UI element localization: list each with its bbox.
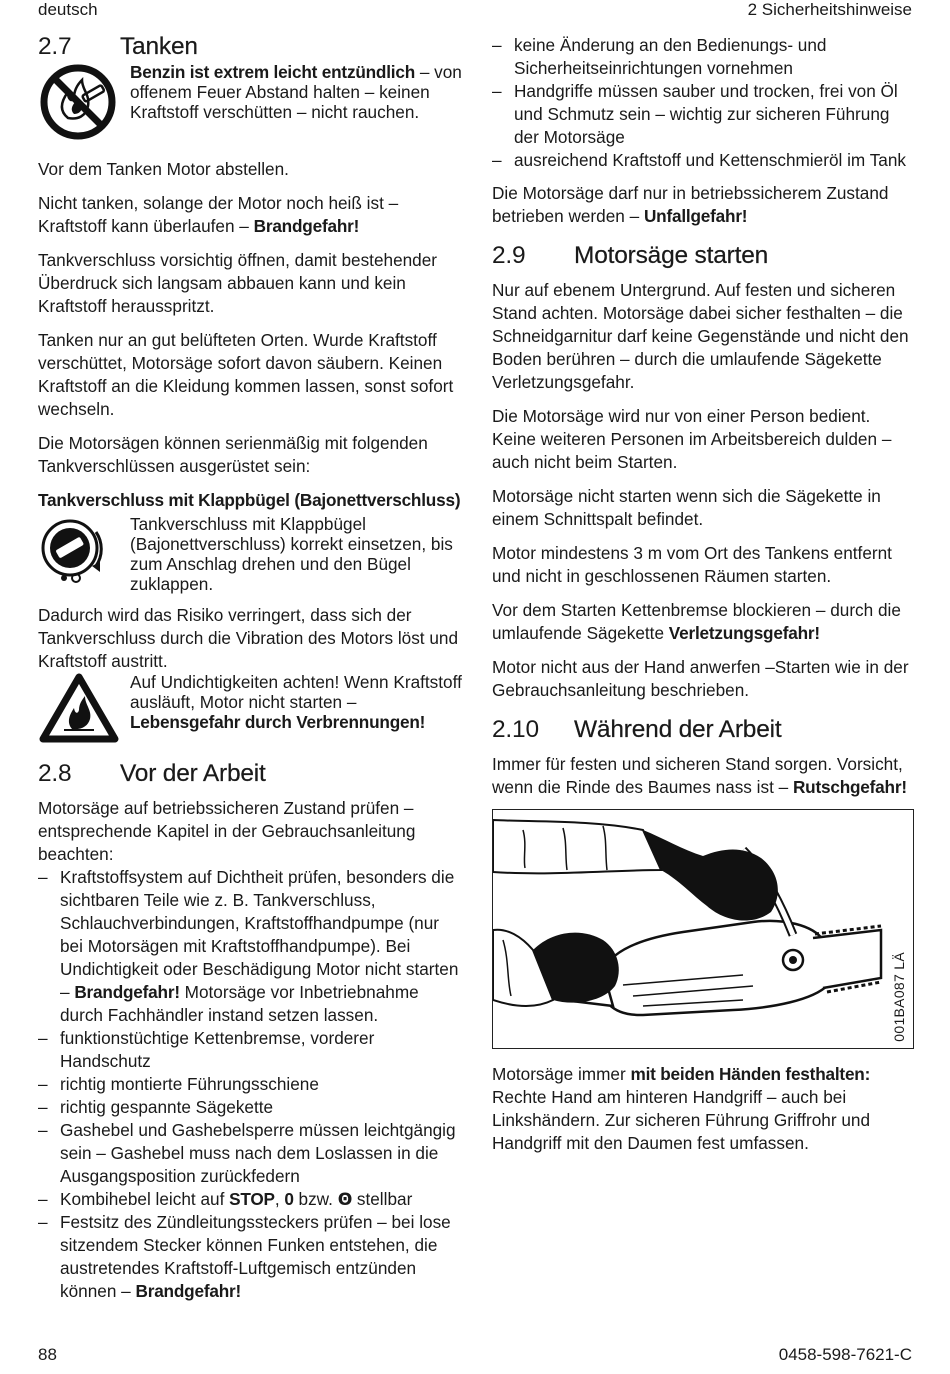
section-number: 2.10: [492, 716, 539, 743]
paragraph: Die Motorsäge wird nur von einer Person bedient. Keine weiteren Personen im Arbeitsbereich dulden – auch nicht beim Starten.: [492, 406, 892, 472]
section-title: Während der Arbeit: [574, 716, 782, 743]
list-item: – Kombihebel leicht auf STOP, 0 bzw. Ꙩ stellbar: [38, 1188, 463, 1211]
section-title: Tanken: [120, 33, 198, 60]
paragraph: Die Motorsäge darf nur in betriebssicherem Zustand betrieben werden – Unfallgefahr!: [492, 183, 889, 226]
paragraph: Motor nicht aus der Hand anwerfen –Starten wie in der Gebrauchsanleitung beschrieben.: [492, 657, 909, 700]
paragraph: Nicht tanken, solange der Motor noch heiß ist – Kraftstoff kann überlaufen – Brandgefahr!: [38, 193, 399, 236]
list-item: – Handgriffe müssen sauber und trocken, frei von Öl und Schmutz sein – wichtig zur sicheren Führung der Motorsäge: [492, 80, 917, 149]
subheading: Tankverschluss mit Klappbügel (Bajonettverschluss): [38, 490, 461, 510]
fire-hazard-triangle-icon: [38, 672, 120, 744]
figure-code: 001BA087 LÄ: [891, 952, 907, 1042]
section-number: 2.7: [38, 33, 72, 60]
no-open-flame-icon: [38, 62, 118, 142]
section-title: Vor der Arbeit: [120, 760, 266, 787]
paragraph: Nur auf ebenem Untergrund. Auf festen und sicheren Stand achten. Motorsäge dabei sicher festhalten – die Schneidgarnitur darf keine Gegenstände und nicht den Boden berühren – durch die umlaufende Sägekette Verletzungsgefahr.: [492, 280, 909, 392]
section-number: 2.9: [492, 242, 526, 269]
stop-symbol-icon: Ꙩ: [337, 1189, 353, 1209]
list-item: – Kraftstoffsystem auf Dichtheit prüfen, besonders die sichtbaren Teile wie z. B. Tankverschluss, Schlauchverbindungen, Kraftstoffhandpumpe (nur bei Motorsägen mit Kraftstoffhandpumpe). Bei Undichtigkeit oder Beschädigung Motor nicht starten – Brandgefahr! Motorsäge vor Inbetriebnahme durch Fachhändler instand setzen lassen.: [38, 866, 463, 1027]
header-chapter: 2 Sicherheitshinweise: [747, 0, 912, 19]
checklist-continued: [492, 34, 917, 172]
chainsaw-illustration: [492, 809, 914, 1049]
paragraph: Dadurch wird das Risiko verringert, dass sich der Tankverschluss durch die Vibration des Motors löst und Kraftstoff austritt.: [38, 605, 459, 671]
paragraph: Motorsäge auf betriebssicheren Zustand prüfen – entsprechende Kapitel in der Gebrauchsanleitung beachten:: [38, 798, 416, 864]
list-item: – funktionstüchtige Kettenbremse, vorderer Handschutz: [38, 1027, 463, 1073]
header-language: deutsch: [38, 0, 98, 19]
section-title: Motorsäge starten: [574, 242, 769, 269]
leak-warning-text: Auf Undichtigkeiten achten! Wenn Kraftstoff ausläuft, Motor nicht starten – Lebensgefahr durch Verbrennungen!: [130, 672, 462, 732]
no-fire-warning: [38, 62, 463, 148]
list-item: – richtig montierte Führungsschiene: [38, 1073, 463, 1096]
section-heading-2-7: [38, 33, 463, 61]
paragraph: Tankverschluss vorsichtig öffnen, damit bestehender Überdruck sich langsam abbauen kann und kein Kraftstoff herausspritzt.: [38, 250, 438, 316]
section-heading-2-10: [492, 716, 917, 744]
figure-caption: Motorsäge immer mit beiden Händen festhalten: Rechte Hand am hinteren Handgriff – auch bei Linkshändern. Zur sicheren Führung Griffrohr und Handgriff mit den Daumen fest umfassen.: [492, 1064, 871, 1153]
paragraph: Immer für festen und sicheren Stand sorgen. Vorsicht, wenn die Rinde des Baumes nass ist – Rutschgefahr!: [492, 754, 907, 797]
checklist: [38, 866, 463, 1303]
leak-warning: [38, 672, 463, 750]
paragraph: Tanken nur an gut belüfteten Orten. Wurde Kraftstoff verschüttet, Motorsäge sofort davon säubern. Keinen Kraftstoff an die Kleidung kommen lassen, sonst sofort wechseln.: [38, 330, 454, 419]
paragraph: Motorsäge nicht starten wenn sich die Sägekette in einem Schnittspalt befindet.: [492, 486, 881, 529]
paragraph: Vor dem Starten Kettenbremse blockieren – durch die umlaufende Sägekette Verletzungsgefahr!: [492, 600, 901, 643]
fuel-cap-instruction: [38, 514, 463, 594]
section-heading-2-9: [492, 242, 917, 270]
list-item: – ausreichend Kraftstoff und Kettenschmieröl im Tank: [492, 149, 917, 172]
paragraph: Vor dem Tanken Motor abstellen.: [38, 159, 289, 179]
list-item: – Gashebel und Gashebelsperre müssen leichtgängig sein – Gashebel muss nach dem Loslassen in die Ausgangsposition zurückfedern: [38, 1119, 463, 1188]
list-item: – richtig gespannte Sägekette: [38, 1096, 463, 1119]
list-item: – keine Änderung an den Bedienungs- und Sicherheitseinrichtungen vornehmen: [492, 34, 917, 80]
fuel-cap-bayonet-icon: [38, 514, 122, 586]
no-fire-warning-text: Benzin ist extrem leicht entzündlich – von offenem Feuer Abstand halten – keinen Kraftstoff verschütten – nicht rauchen.: [130, 62, 462, 122]
list-item: – Festsitz des Zündleitungssteckers prüfen – bei lose sitzendem Stecker können Funken entstehen, die austretendes Kraftstoff-Luftgemisch entzünden können – Brandgefahr!: [38, 1211, 463, 1303]
left-column: [38, 33, 463, 1305]
fuel-cap-instruction-text: Tankverschluss mit Klappbügel (Bajonettverschluss) korrekt einsetzen, bis zum Anschlag drehen und den Bügel zuklappen.: [130, 514, 453, 594]
paragraph: Die Motorsägen können serienmäßig mit folgenden Tankverschlüssen ausgerüstet sein:: [38, 433, 428, 476]
page-number: 88: [38, 1345, 57, 1364]
section-heading-2-8: [38, 760, 463, 788]
paragraph: Motor mindestens 3 m vom Ort des Tankens entfernt und nicht in geschlossenen Räumen starten.: [492, 543, 892, 586]
section-number: 2.8: [38, 760, 72, 787]
document-code: 0458-598-7621-C: [778, 1345, 912, 1364]
right-column: [492, 35, 917, 1166]
hands-holding-chainsaw-illustration: [493, 810, 883, 1046]
